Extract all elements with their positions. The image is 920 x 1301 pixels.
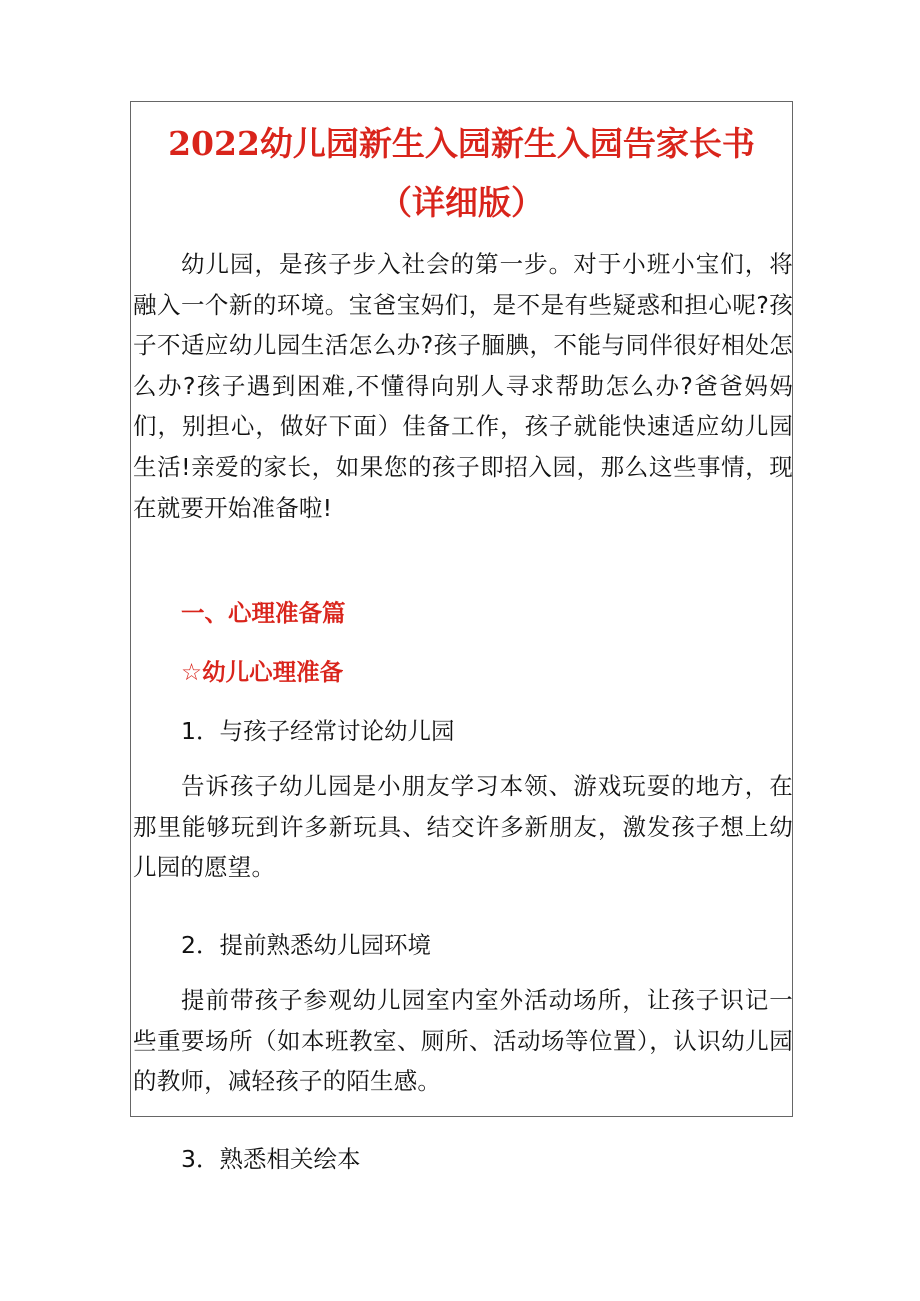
item-3-title: 3．熟悉相关绘本	[181, 1145, 361, 1173]
subsection-heading-child-prep: ☆幼儿心理准备	[181, 658, 344, 686]
intro-paragraph: 幼儿园，是孩子步入社会的第一步。对于小班小宝们，将融入一个新的环境。宝爸宝妈们，是不是有些疑惑和担心呢?孩子不适应幼儿园生活怎么办?孩子腼腆，不能与同伴很好相处怎么办?孩子遇到困难,不懂得向别人寻求帮助怎么办?爸爸妈妈们，别担心，做好下面）佳备工作，孩子就能快速适应幼儿园生活!亲爱的家长，如果您的孩子即招入园，那么这些事情，现在就要开始准备啦!	[133, 250, 793, 522]
document-subtitle: （详细版）	[379, 183, 544, 222]
document-title: 2022幼儿园新生入园新生入园告家长书	[168, 124, 755, 163]
item-1-text: 告诉孩子幼儿园是小朋友学习本领、游戏玩耍的地方，在那里能够玩到许多新玩具、结交许多新朋友，激发孩子想上幼儿园的愿望。	[133, 772, 793, 882]
item-2-text: 提前带孩子参观幼儿园室内室外活动场所，让孩子识记一些重要场所（如本班教室、厕所、活动场等位置），认识幼儿园的教师，减轻孩子的陌生感。	[133, 986, 793, 1096]
item-2-title: 2．提前熟悉幼儿园环境	[181, 931, 431, 959]
item-1-title: 1．与孩子经常讨论幼儿园	[181, 717, 455, 745]
section-heading-psychological-prep: 一、心理准备篇	[181, 599, 346, 627]
